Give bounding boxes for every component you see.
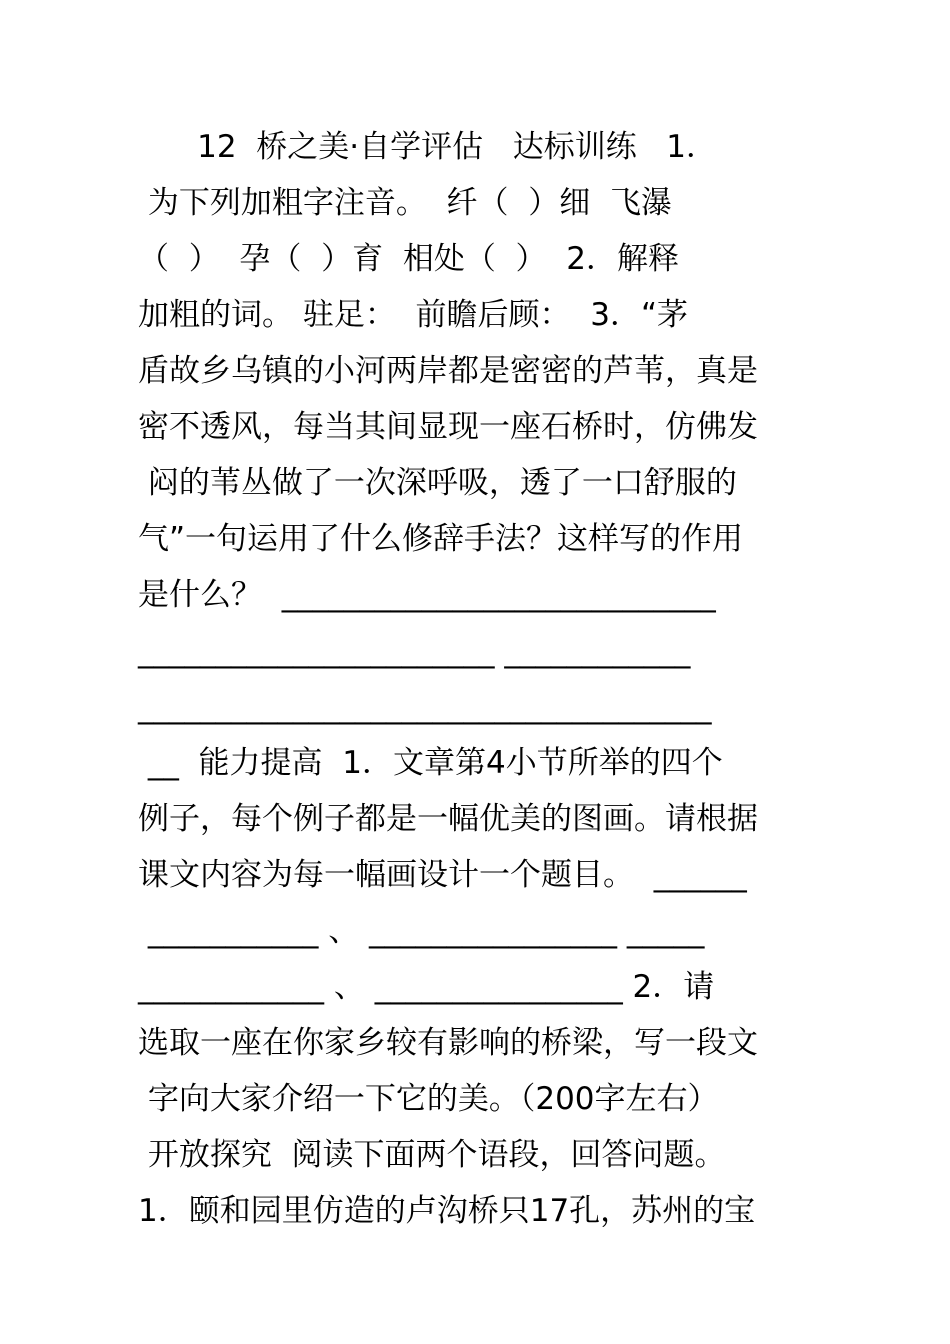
- text-line-12: __ 能力提高 1．文章第4小节所举的四个: [138, 745, 723, 781]
- text-line-14: 课文内容为每一幅画设计一个题目。 ______: [138, 857, 747, 893]
- text-line-10: _______________________ ____________: [138, 633, 691, 669]
- text-line-6: 密不透风，每当其间显现一座石桥时，仿佛发: [138, 409, 758, 445]
- text-line-18: 字向大家介绍一下它的美。（200字左右）: [138, 1081, 719, 1117]
- text-line-5: 盾故乡乌镇的小河两岸都是密密的芦苇，真是: [138, 353, 758, 389]
- text-line-16: ____________ 、 ________________ 2．请: [138, 969, 715, 1005]
- text-line-15: ___________ 、 ________________ _____: [138, 913, 705, 949]
- text-line-7: 闷的苇丛做了一次深呼吸，透了一口舒服的: [138, 465, 737, 501]
- text-line-9: 是什么？ ____________________________: [138, 577, 716, 613]
- text-line-13: 例子，每个例子都是一幅优美的图画。请根据: [138, 801, 758, 837]
- text-line-19: 开放探究 阅读下面两个语段，回答问题。: [138, 1137, 726, 1173]
- text-line-4: 加粗的词。 驻足： 前瞻后顾： 3．“茅: [138, 297, 689, 333]
- text-line-1: 12 桥之美·自学评估 达标训练 1．: [138, 129, 717, 165]
- text-line-8: 气”一句运用了什么修辞手法？这样写的作用: [138, 521, 744, 557]
- text-line-2: 为下列加粗字注音。 纤（ ）细 飞瀑: [138, 185, 672, 221]
- text-line-20: 1．颐和园里仿造的卢沟桥只17孔，苏州的宝: [138, 1193, 756, 1229]
- text-line-11: _____________________________________: [138, 689, 712, 725]
- text-line-3: （ ） 孕（ ）育 相处（ ） 2．解释: [138, 241, 679, 277]
- text-line-17: 选取一座在你家乡较有影响的桥梁，写一段文: [138, 1025, 758, 1061]
